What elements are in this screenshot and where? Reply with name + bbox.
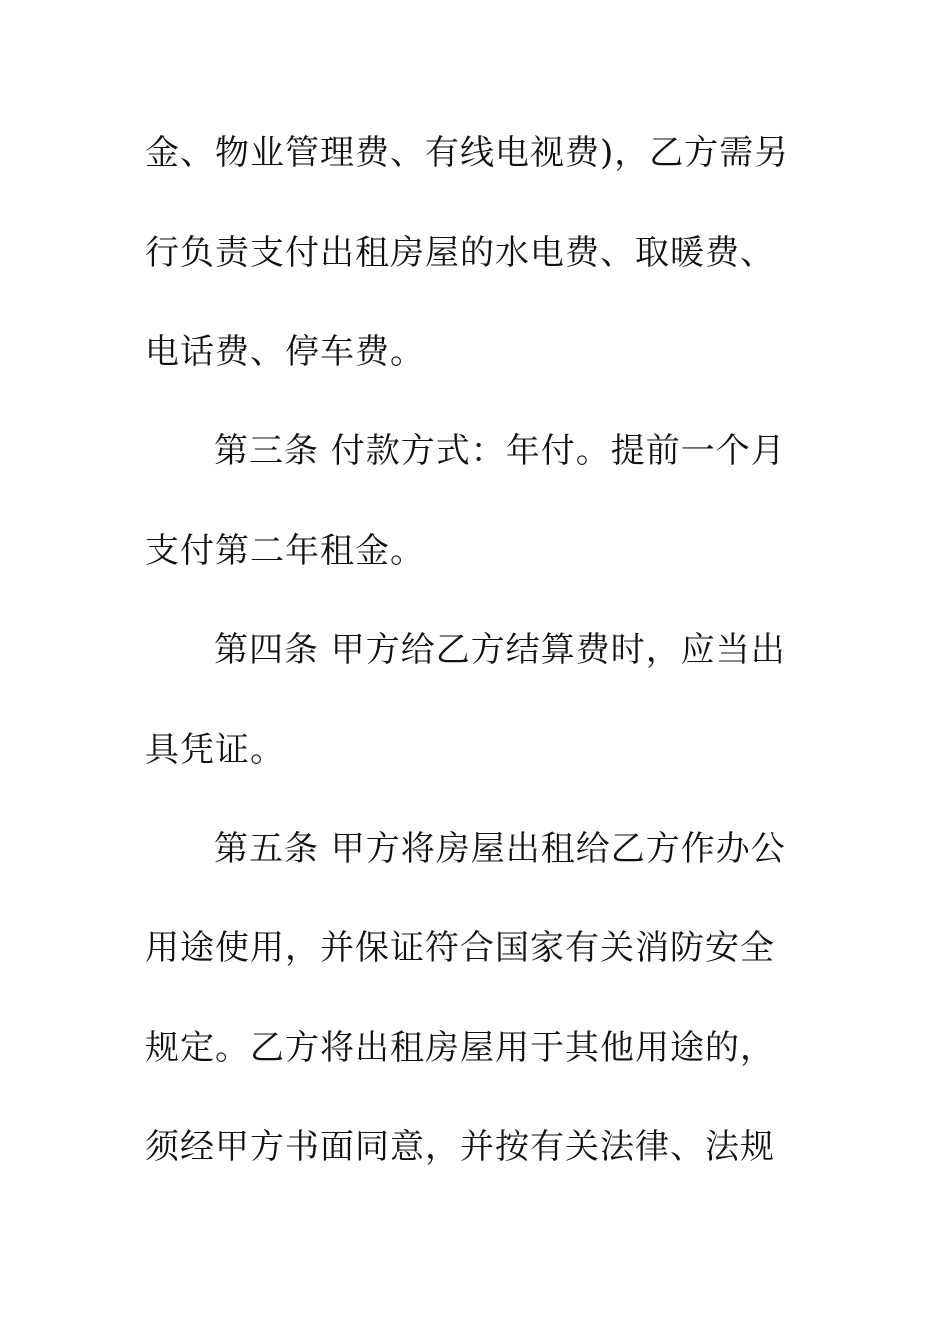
- text-line: 规定。乙方将出租房屋用于其他用途的，: [145, 1028, 775, 1068]
- text-line: 用途使用，并保证符合国家有关消防安全: [145, 928, 775, 968]
- text-line: 支付第二年租金。: [145, 531, 425, 571]
- article-3-heading-line: 第三条 付款方式：年付。提前一个月: [214, 431, 786, 471]
- text-line: 金、物业管理费、有线电视费)，乙方需另: [145, 133, 790, 173]
- text-line: 须经甲方书面同意，并按有关法律、法规: [145, 1127, 775, 1167]
- text-line: 电话费、停车费。: [145, 332, 425, 372]
- text-line: 行负责支付出租房屋的水电费、取暖费、: [145, 233, 775, 273]
- text-line: 具凭证。: [145, 730, 285, 770]
- article-4-heading-line: 第四条 甲方给乙方结算费时，应当出: [214, 630, 786, 670]
- article-5-heading-line: 第五条 甲方将房屋出租给乙方作办公: [214, 829, 786, 869]
